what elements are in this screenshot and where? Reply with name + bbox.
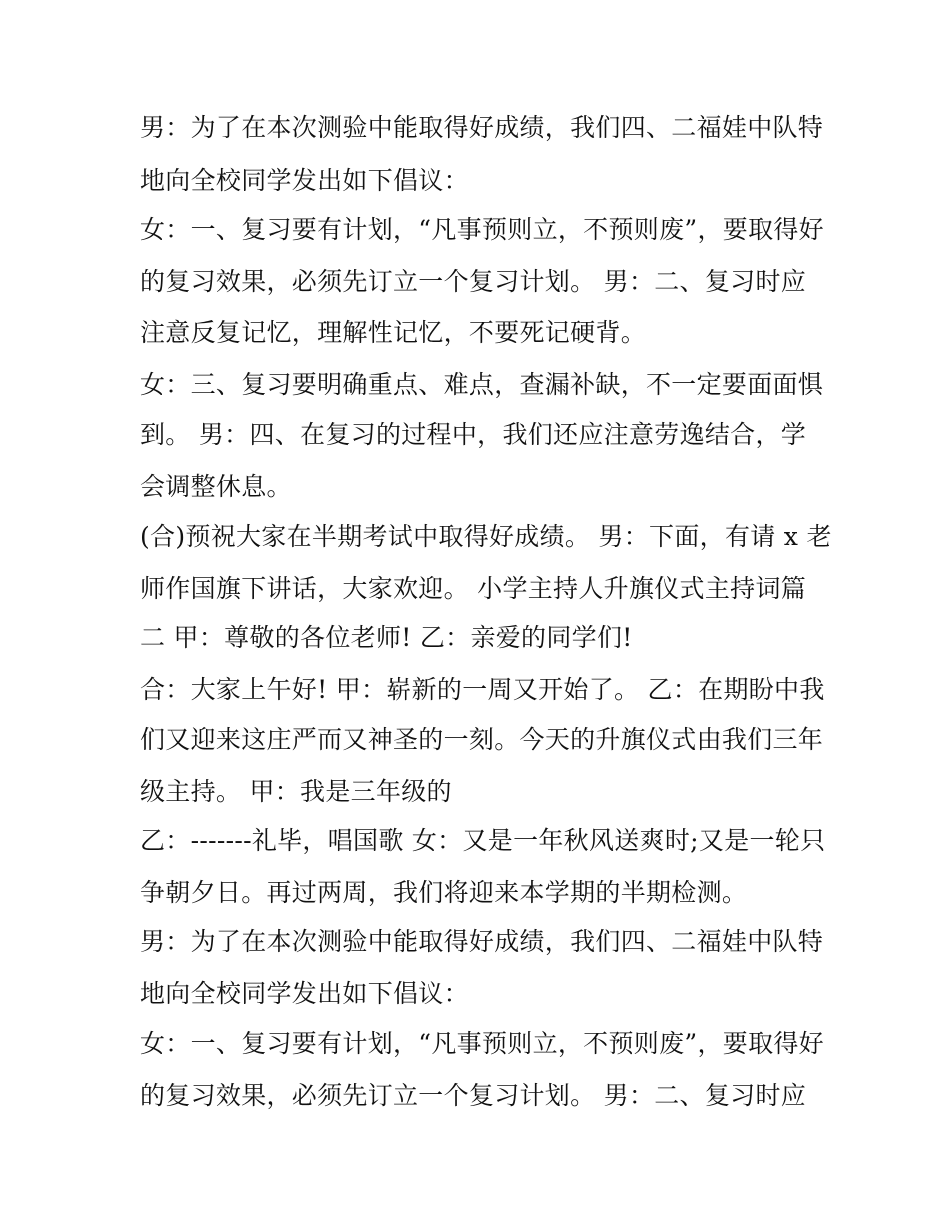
text-line: 男：为了在本次测验中能取得好成绩，我们四、二福娃中队特: [140, 113, 824, 142]
text-line: 乙：-------礼毕，唱国歌 女：又是一年秋风送爽时;又是一轮只: [140, 826, 826, 855]
text-line: 级主持。 甲：我是三年级的: [140, 777, 452, 806]
text-line: 女：一、复习要有计划，“凡事预则立，不预则废”，要取得好: [140, 1029, 824, 1058]
text-line: 女：三、复习要明确重点、难点，查漏补缺，不一定要面面惧: [140, 370, 824, 399]
text-line: 二 甲：尊敬的各位老师! 乙：亲爱的同学们!: [140, 623, 633, 652]
text-line: 地向全校同学发出如下倡议：: [140, 166, 469, 195]
text-line: 争朝夕日。再过两周，我们将迎来本学期的半期检测。: [140, 878, 748, 907]
text-line: 合：大家上午好! 甲：崭新的一周又开始了。 乙：在期盼中我: [140, 675, 825, 704]
text-line: 注意反复记忆，理解性记忆，不要死记硬背。: [140, 318, 647, 347]
text-line: 的复习效果，必须先订立一个复习计划。 男：二、复习时应: [140, 267, 807, 296]
text-line: 地向全校同学发出如下倡议：: [140, 979, 469, 1008]
text-line: 女：一、复习要有计划，“凡事预则立，不预则废”，要取得好: [140, 215, 824, 244]
text-line: 的复习效果，必须先订立一个复习计划。 男：二、复习时应: [140, 1081, 807, 1110]
text-line: 会调整休息。: [140, 472, 292, 501]
text-line: 师作国旗下讲话，大家欢迎。 小学主持人升旗仪式主持词篇: [140, 574, 807, 603]
text-line: 到。 男：四、在复习的过程中，我们还应注意劳逸结合，学: [140, 420, 807, 449]
text-line: 们又迎来这庄严而又神圣的一刻。今天的升旗仪式由我们三年: [140, 725, 824, 754]
text-line: 男：为了在本次测验中能取得好成绩，我们四、二福娃中队特: [140, 927, 824, 956]
text-line: (合)预祝大家在半期考试中取得好成绩。 男：下面，有请 x 老: [140, 522, 832, 551]
